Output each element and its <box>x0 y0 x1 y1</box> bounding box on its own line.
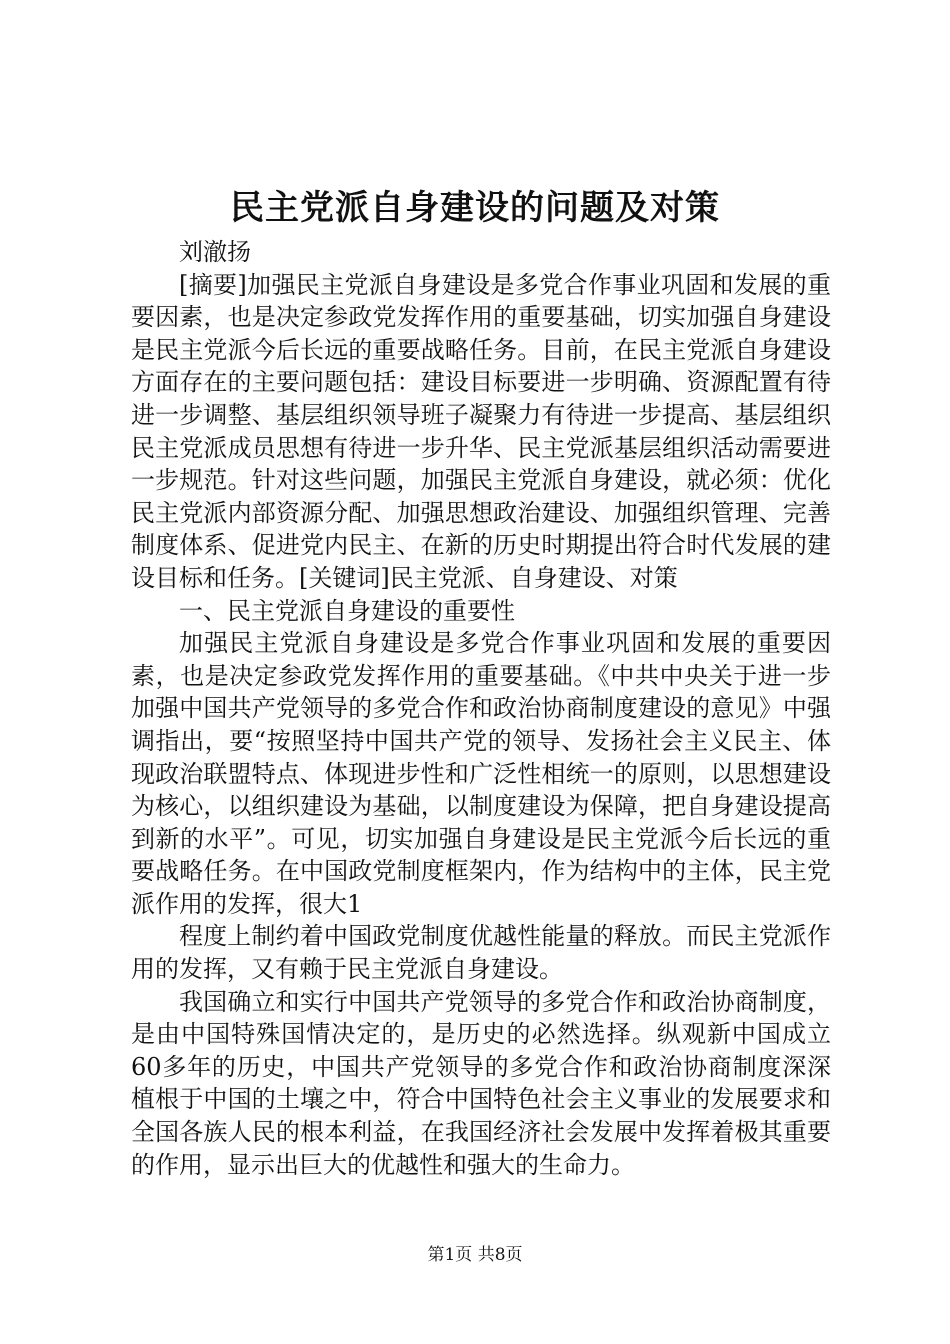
document-body <box>131 236 831 1181</box>
page-number-footer: 第1页 共8页 <box>427 1245 523 1265</box>
section-heading: 一、民主党派自身建设的重要性 <box>179 596 515 625</box>
author-line: 刘澈扬 <box>179 238 251 266</box>
body-paragraph: 我国确立和实行中国共产党领导的多党合作和政治协商制度，是由中国特殊国情决定的，是历史的必然选择。纵观新中国成立60多年的历史，中国共产党领导的多党合作和政治协商制度深深植根于中国的土壤之中，符合中国特色社会主义事业的发展要求和全国各族人民的根本利益，在我国经济社会发展中发挥着极其重要的作用，显示出巨大的优越性和强大的生命力。 <box>131 987 831 1179</box>
document-title: 民主党派自身建设的问题及对策 <box>230 188 720 228</box>
body-paragraph: 加强民主党派自身建设是多党合作事业巩固和发展的重要因素，也是决定参政党发挥作用的重要基础。《中共中央关于进一步加强中国共产党领导的多党合作和政治协商制度建设的意见》中强调指出，要“按照坚持中国共产党的领导、发扬社会主义民主、体现政治联盟特点、体现进步性和广泛性相统一的原则，以思想建设为核心，以组织建设为基础，以制度建设为保障，把自身建设提高到新的水平”。可见，切实加强自身建设是民主党派今后长远的重要战略任务。在中国政党制度框架内，作为结构中的主体，民主党派作用的发挥，很大1 <box>131 629 831 918</box>
body-paragraph: 程度上制约着中国政党制度优越性能量的释放。而民主党派作用的发挥，又有赖于民主党派自身建设。 <box>131 922 831 984</box>
abstract-paragraph: [摘要]加强民主党派自身建设是多党合作事业巩固和发展的重要因素，也是决定参政党发挥作用的重要基础，切实加强自身建设是民主党派今后长远的重要战略任务。目前，在民主党派自身建设方面存在的主要问题包括：建设目标要进一步明确、资源配置有待进一步调整、基层组织领导班子凝聚力有待进一步提高、基层组织民主党派成员思想有待进一步升华、民主党派基层组织活动需要进一步规范。针对这些问题，加强民主党派自身建设，就必须：优化民主党派内部资源分配、加强思想政治建设、加强组织管理、完善制度体系、促进党内民主、在新的历史时期提出符合时代发展的建设目标和任务。[关键词]民主党派、自身建设、对策 <box>131 270 831 592</box>
